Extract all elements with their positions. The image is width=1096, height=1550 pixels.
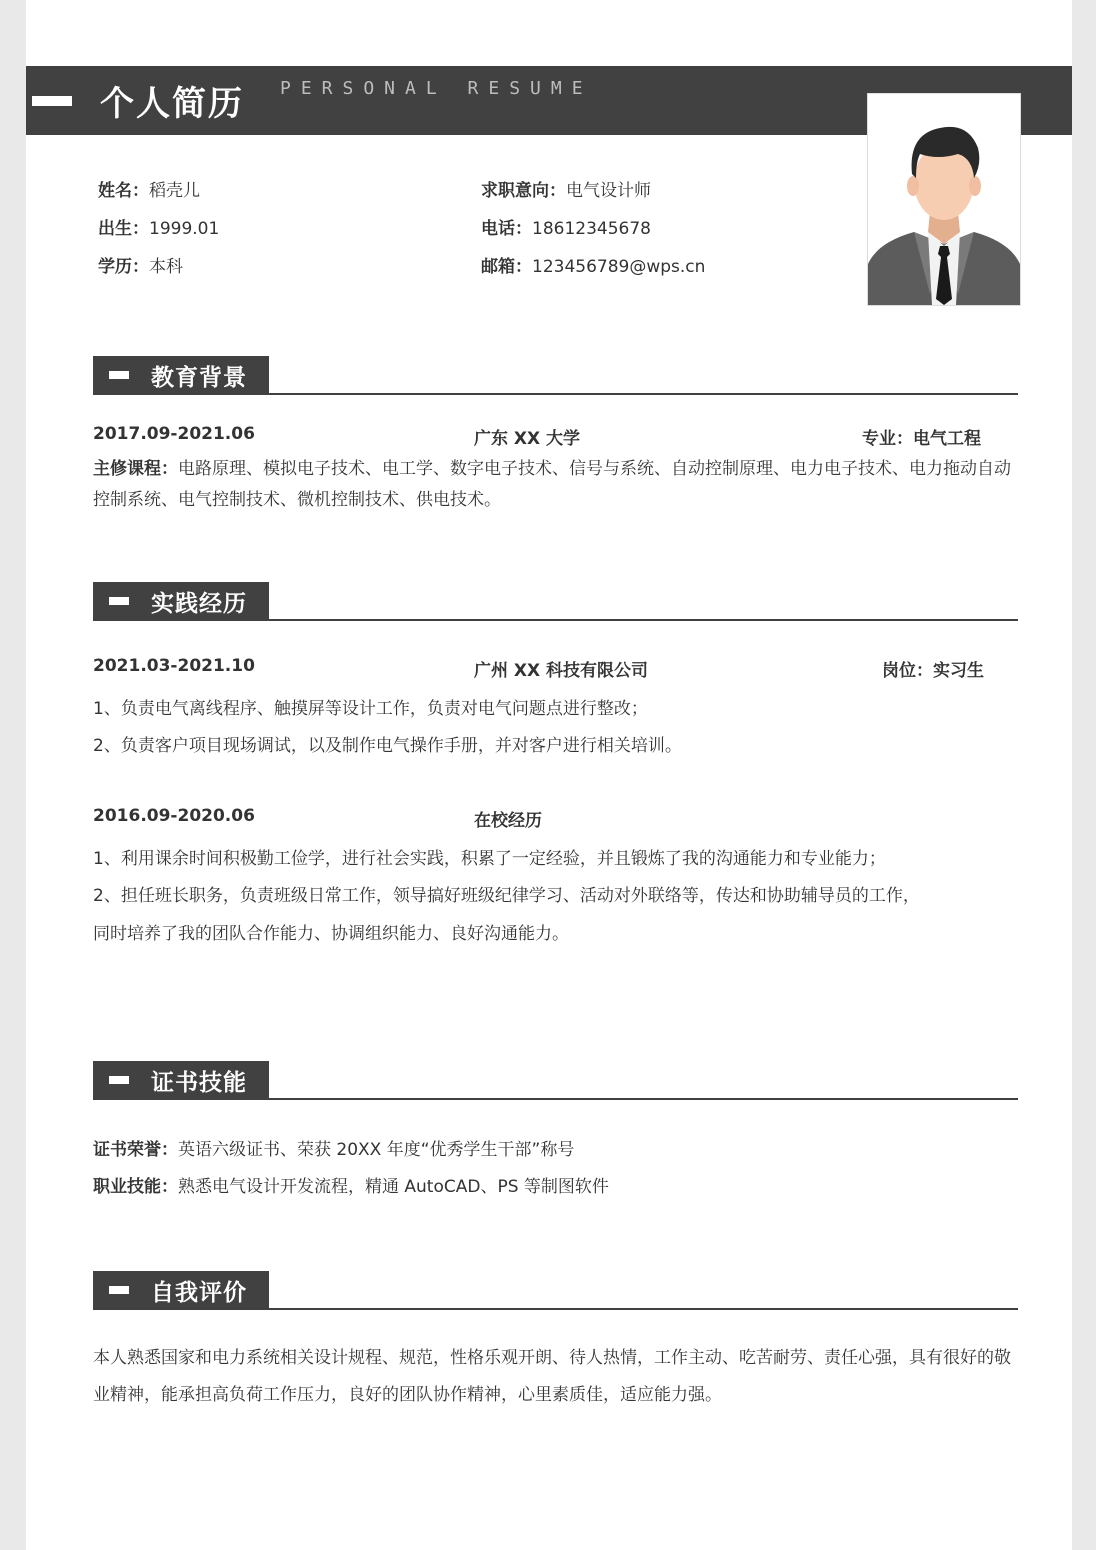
section-divider [93, 619, 1018, 621]
prof-skill-label: 职业技能： [93, 1177, 178, 1197]
courses-label: 主修课程： [93, 459, 178, 479]
education-row [98, 252, 183, 277]
section-mark-icon [109, 597, 129, 605]
name-label: 姓名： [98, 181, 149, 201]
section-title: 自我评价 [151, 1280, 247, 1306]
prof-skill-row [93, 1172, 609, 1197]
education-value: 本科 [149, 257, 183, 277]
intent-label: 求职意向： [481, 181, 566, 201]
email-value: 123456789@wps.cn [532, 257, 706, 277]
name-row [98, 176, 200, 201]
section-practice [93, 582, 1018, 624]
section-tab [93, 356, 269, 394]
intent-row [481, 176, 651, 201]
practice-org: 广州 XX 科技有限公司 [474, 661, 649, 681]
courses-value: 电路原理、模拟电子技术、电工学、数字电子技术、信号与系统、自动控制原理、电力电子技术、电力拖动自动控制系统、电气控制技术、微机控制技术、供电技术。 [93, 459, 1011, 510]
section-title: 实践经历 [151, 591, 247, 617]
name-value: 稻壳儿 [149, 181, 200, 201]
campus-line: 2、担任班长职务，负责班级日常工作，领导搞好班级纪律学习、活动对外联络等，传达和协助辅导员的工作， [93, 886, 920, 906]
practice-line: 2、负责客户项目现场调试，以及制作电气操作手册，并对客户进行相关培训。 [93, 736, 682, 756]
self-evaluation-text: 本人熟悉国家和电力系统相关设计规程、规范，性格乐观开朗、待人热情，工作主动、吃苦耐劳、责任心强，具有很好的敬业精神，能承担高负荷工作压力，良好的团队协作精神，心里素质佳，适应能力强。 [93, 1348, 1011, 1405]
campus-title: 在校经历 [474, 811, 542, 831]
edu-courses [93, 454, 1023, 516]
section-skills [93, 1061, 1018, 1103]
campus-line: 1、利用课余时间积极勤工俭学，进行社会实践，积累了一定经验，并且锻炼了我的沟通能力和专业能力； [93, 849, 886, 869]
avatar [867, 93, 1021, 306]
practice-role: 岗位：实习生 [882, 661, 984, 681]
birth-value: 1999.01 [149, 219, 220, 239]
title-dash-icon [32, 96, 72, 106]
section-tab [93, 1061, 269, 1099]
email-label: 邮箱： [481, 257, 532, 277]
section-tab [93, 582, 269, 620]
birth-row [98, 214, 219, 239]
practice-line: 1、负责电气离线程序、触摸屏等设计工作，负责对电气问题点进行整改； [93, 699, 648, 719]
prof-skill-value: 熟悉电气设计开发流程，精通 AutoCAD、PS 等制图软件 [178, 1177, 609, 1197]
edu-period: 2017.09-2021.06 [93, 424, 255, 444]
section-mark-icon [109, 1076, 129, 1084]
section-self [93, 1271, 1018, 1313]
resume-page [26, 0, 1072, 1550]
phone-label: 电话： [481, 219, 532, 239]
cert-row [93, 1135, 574, 1160]
section-title: 证书技能 [151, 1070, 247, 1096]
cert-label: 证书荣誉： [93, 1140, 178, 1160]
email-row [481, 252, 705, 277]
section-divider [93, 1098, 1018, 1100]
phone-row [481, 214, 651, 239]
edu-school: 广东 XX 大学 [474, 429, 581, 449]
practice-period: 2021.03-2021.10 [93, 656, 255, 676]
campus-period: 2016.09-2020.06 [93, 806, 255, 826]
section-tab [93, 1271, 269, 1309]
section-education [93, 356, 1018, 398]
page-subtitle: PERSONAL RESUME [280, 78, 593, 99]
section-mark-icon [109, 371, 129, 379]
section-divider [93, 1308, 1018, 1310]
cert-value: 英语六级证书、荣获 20XX 年度“优秀学生干部”称号 [178, 1140, 575, 1160]
birth-label: 出生： [98, 219, 149, 239]
edu-major: 专业：电气工程 [862, 429, 981, 449]
businessman-avatar-icon [868, 94, 1020, 305]
education-label: 学历： [98, 257, 149, 277]
section-title: 教育背景 [151, 365, 247, 391]
section-mark-icon [109, 1286, 129, 1294]
intent-value: 电气设计师 [566, 181, 651, 201]
page-title: 个人简历 [100, 84, 244, 124]
campus-line: 同时培养了我的团队合作能力、协调组织能力、良好沟通能力。 [93, 924, 569, 944]
section-divider [93, 393, 1018, 395]
phone-value: 18612345678 [532, 219, 651, 239]
